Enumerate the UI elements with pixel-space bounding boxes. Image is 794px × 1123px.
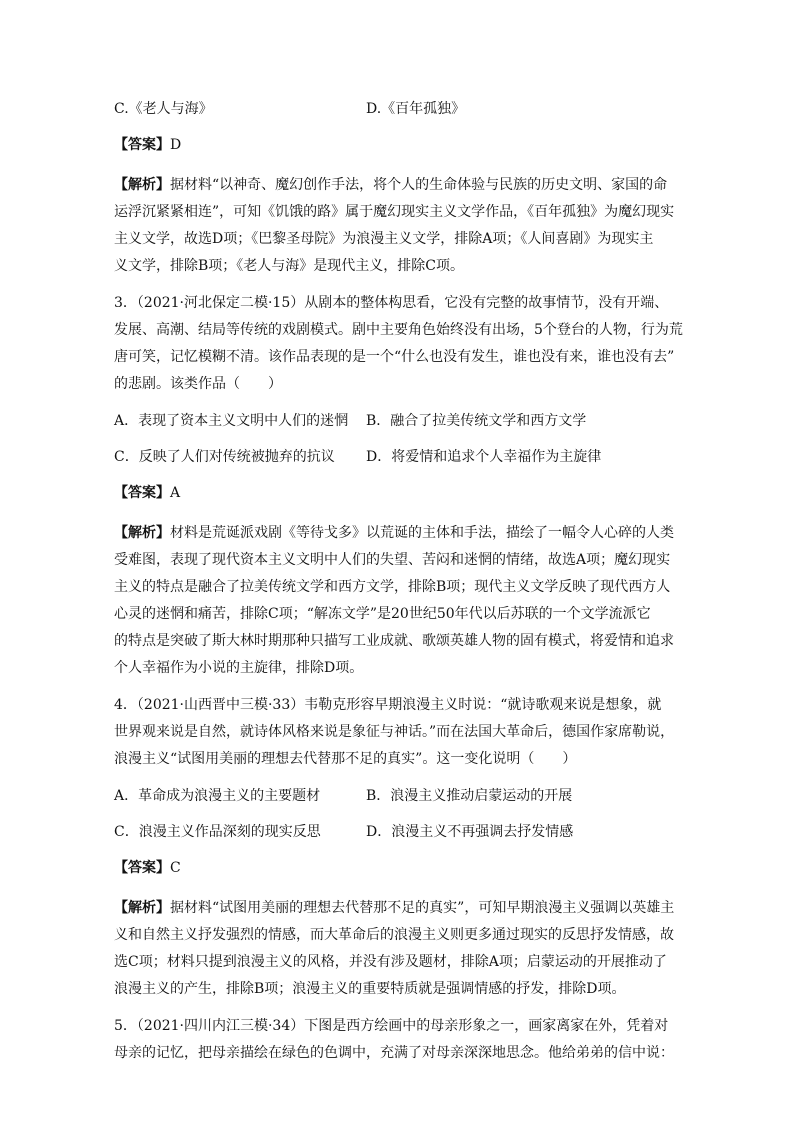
analysis-line: 据材料“试图用美丽的理想去代替那不足的真实”，可知早期浪漫主义强调以英雄主 <box>170 900 675 916</box>
question-line: 5．（2021·四川内江三模·34）下图是西方绘画中的母亲形象之一，画家离家在外，凭着对 <box>114 1018 669 1034</box>
analysis-line: 主义文学，故选D项；《巴黎圣母院》为浪漫主义文学，排除A项；《人间喜剧》为现实主 <box>114 231 654 247</box>
answer-value: C <box>170 860 181 876</box>
analysis-line: 据材料“以神奇、魔幻创作手法，将个人的生命体验与民族的历史文明、家国的命 <box>170 177 668 193</box>
q3-option-d: D．将爱情和追求个人幸福作为主旋律 <box>366 449 602 465</box>
analysis-line: 运浮沉紧紧相连”，可知《饥饿的路》属于魔幻现实主义文学作品，《百年孤独》为魔幻现实 <box>114 204 675 220</box>
q3-option-c: C．反映了人们对传统被抛弃的抗议 <box>114 449 335 465</box>
analysis-line: 的特点是突破了斯大林时期那种只描写工业成就、歌颂英雄人物的固有模式，将爱情和追求 <box>114 633 674 649</box>
answer-label: 【答案】 <box>114 137 170 153</box>
question-line: 发展、高潮、结局等传统的戏剧模式。剧中主要角色始终没有出场，5个登台的人物，行为荒 <box>114 322 683 338</box>
answer-value: D <box>170 137 182 153</box>
q4-stem <box>114 692 686 773</box>
analysis-label: 【解析】 <box>114 177 170 193</box>
analysis-label: 【解析】 <box>114 900 170 916</box>
question-line: 4．（2021·山西晋中三模·33）韦勒克形容早期浪漫主义时说：“就诗歌观来说是想象，就 <box>114 697 662 713</box>
analysis-line: 个人幸福作为小说的主旋律，排除D项。 <box>114 660 364 676</box>
question-line: 浪漫主义“试图用美丽的理想去代替那不足的真实”。这一变化说明（ ） <box>114 751 577 767</box>
q3-option-b: B．融合了拉美传统文学和西方文学 <box>366 413 587 429</box>
question-line: 唐可笑，记忆模糊不清。该作品表现的是一个“什么也没有发生，谁也没有来，谁也没有去” <box>114 349 675 365</box>
q3-stem <box>114 290 686 398</box>
analysis-label: 【解析】 <box>114 525 170 541</box>
q4-option-a: A．革命成为浪漫主义的主要题材 <box>114 788 321 804</box>
answer-label: 【答案】 <box>114 485 170 501</box>
q3-options-row-1 <box>114 408 686 434</box>
q4-answer <box>114 855 686 881</box>
question-line: 世界观来说是自然，就诗体风格来说是象征与神话。”而在法国大革命后，德国作家席勒说， <box>114 724 675 740</box>
q2-analysis <box>114 172 686 280</box>
analysis-line: 主义的特点是融合了拉美传统文学和西方文学，排除B项；现代主义文学反映了现代西方人 <box>114 579 671 595</box>
q3-option-a: A．表现了资本主义文明中人们的迷惘 <box>114 413 349 429</box>
q3-options-row-2 <box>114 444 686 470</box>
q2-option-c: C.《老人与海》 <box>114 101 213 117</box>
q4-option-c: C．浪漫主义作品深刻的现实反思 <box>114 824 321 840</box>
analysis-line: 义文学，排除B项；《老人与海》是现代主义，排除C项。 <box>114 258 464 274</box>
analysis-line: 义和自然主义抒发强烈的情感，而大革命后的浪漫主义则更多通过现实的反思抒发情感，故 <box>114 927 674 943</box>
q2-options-row <box>114 96 686 122</box>
q3-answer <box>114 480 686 506</box>
analysis-line: 受难图，表现了现代资本主义文明中人们的失望、苦闷和迷惘的情绪，故选A项；魔幻现实 <box>114 552 671 568</box>
q3-analysis <box>114 520 686 682</box>
question-line: 3．（2021·河北保定二模·15）从剧本的整体构思看，它没有完整的故事情节，没有开端、 <box>114 295 669 311</box>
analysis-line: 选C项；材料只提到浪漫主义的风格，并没有涉及题材，排除A项；启蒙运动的开展推动了 <box>114 954 667 970</box>
analysis-line: 浪漫主义的产生，排除B项；浪漫主义的重要特质就是强调情感的抒发，排除D项。 <box>114 981 626 997</box>
q5-stem <box>114 1013 686 1067</box>
q4-option-d: D．浪漫主义不再强调去抒发情感 <box>366 824 574 840</box>
answer-label: 【答案】 <box>114 860 170 876</box>
question-line: 母亲的记忆，把母亲描绘在绿色的色调中，充满了对母亲深深地思念。他给弟弟的信中说： <box>114 1045 674 1061</box>
q4-options-row-1 <box>114 783 686 809</box>
q4-options-row-2 <box>114 819 686 845</box>
analysis-line: 材料是荒诞派戏剧《等待戈多》以荒诞的主体和手法，描绘了一幅令人心碎的人类 <box>170 525 674 541</box>
question-line: 的悲剧。该类作品（ ） <box>114 376 282 392</box>
q4-analysis <box>114 895 686 1003</box>
q2-option-d: D.《百年孤独》 <box>366 101 466 117</box>
q2-answer <box>114 132 686 158</box>
answer-value: A <box>170 485 181 501</box>
q4-option-b: B．浪漫主义推动启蒙运动的开展 <box>366 788 573 804</box>
analysis-line: 心灵的迷惘和痛苦，排除C项；“解冻文学”是20世纪50年代以后苏联的一个文学流派它 <box>114 606 651 622</box>
document-page <box>114 96 686 1067</box>
